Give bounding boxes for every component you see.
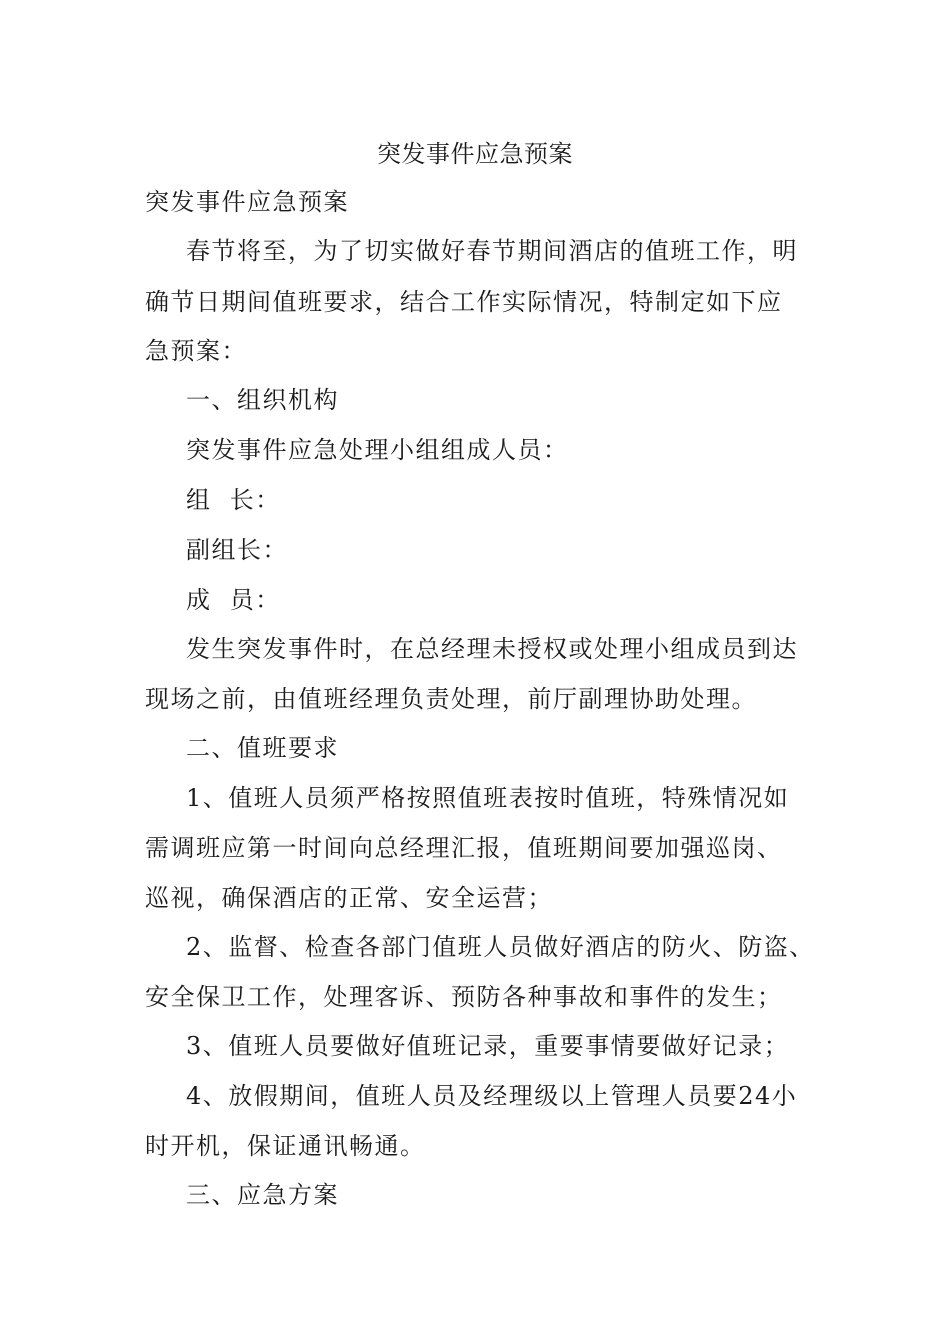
paragraph-line: 副组长：: [186, 536, 288, 564]
paragraph-line: 安全保卫工作，处理客诉、预防各种事故和事件的发生；: [145, 983, 783, 1011]
document-title: 突发事件应急预案: [377, 140, 573, 168]
section-heading: 一、组织机构: [186, 386, 339, 414]
paragraph-line: 确节日期间值班要求，结合工作实际情况，特制定如下应: [145, 288, 783, 316]
paragraph-line: 4、放假期间，值班人员及经理级以上管理人员要24小: [186, 1082, 798, 1110]
paragraph-line: 1、值班人员须严格按照值班表按时值班，特殊情况如: [186, 784, 790, 812]
paragraph-line: 急预案：: [145, 337, 247, 365]
paragraph-line: 时开机，保证通讯畅通。: [145, 1132, 426, 1160]
paragraph-line: 现场之前，由值班经理负责处理，前厅副理协助处理。: [145, 685, 757, 713]
paragraph-line: 突发事件应急处理小组组成人员：: [186, 436, 569, 464]
paragraph-line: 成 员：: [186, 586, 281, 614]
section-heading: 二、值班要求: [186, 734, 339, 762]
paragraph-line: 发生突发事件时，在总经理未授权或处理小组成员到达: [186, 635, 798, 663]
section-heading: 三、应急方案: [186, 1181, 339, 1209]
paragraph-line: 需调班应第一时间向总经理汇报，值班期间要加强巡岗、: [145, 834, 783, 862]
paragraph-line: 2、监督、检查各部门值班人员做好酒店的防火、防盗、: [186, 933, 815, 961]
paragraph-line: 组 长：: [186, 486, 281, 514]
paragraph-line: 春节将至，为了切实做好春节期间酒店的值班工作，明: [186, 237, 798, 265]
paragraph-line: 3、值班人员要做好值班记录，重要事情要做好记录；: [186, 1032, 790, 1060]
subtitle-line: 突发事件应急预案: [145, 188, 349, 216]
paragraph-line: 巡视，确保酒店的正常、安全运营；: [145, 884, 553, 912]
